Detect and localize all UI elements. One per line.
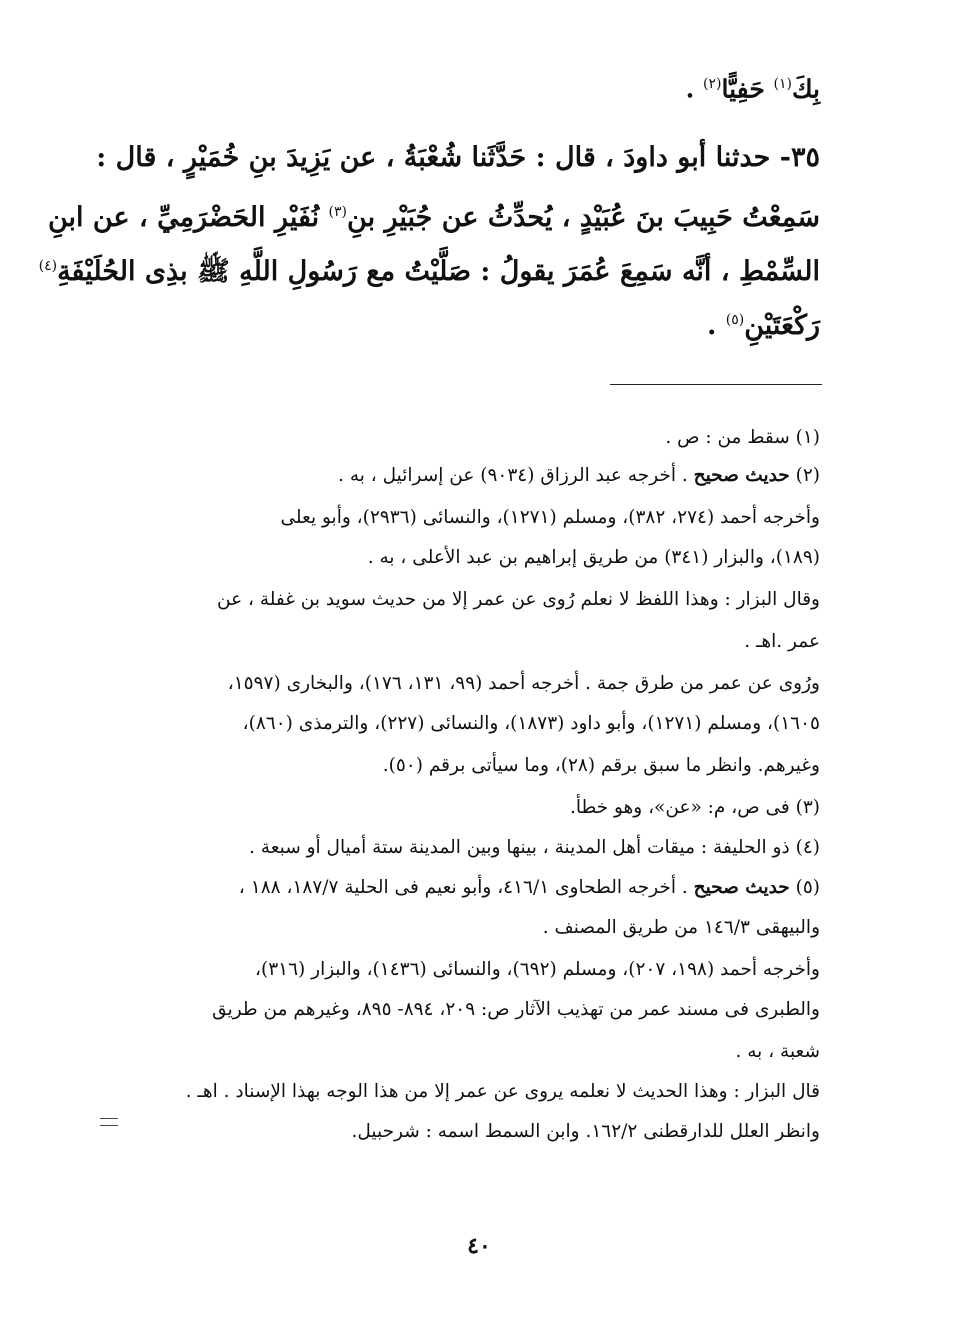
main-text-end: . xyxy=(685,74,704,104)
main-text-line-3 xyxy=(47,192,820,238)
main-text-segment: سَمِعْتُ حَبِيبَ بنَ عُبَيْدٍ ، يُحدِّثُ عن جُبَيْرِ بنِ xyxy=(347,202,820,233)
footnote-3 xyxy=(100,794,820,822)
footnote-2-line-6 xyxy=(100,670,820,698)
footnote-text: قال البزار : وهذا الحديث لا نعلمه يروى عن عمر إلا من هذا الوجه بهذا الإسناد . اهـ . xyxy=(185,1081,820,1102)
footnote-number: (٢) xyxy=(795,465,820,486)
footnote-text: (٤) ذو الحليفة : ميقات أهل المدينة ، بينها وبين المدينة ستة أميال أو سبعة . xyxy=(249,837,820,858)
main-text-line-5 xyxy=(100,300,820,346)
footnote-text: (٣) فى ص، م: «عن»، وهو خطأ. xyxy=(569,797,820,818)
footnote-marker: (٢) xyxy=(703,76,722,92)
continuation-mark xyxy=(100,1118,118,1126)
footnote-text: عمر .اهـ . xyxy=(744,631,820,652)
footnote-2-line-5 xyxy=(100,628,820,656)
footnote-text: وقال البزار : وهذا اللفظ لا نعلم رُوى عن عمر إلا من حديث سويد بن غفلة ، عن xyxy=(217,589,820,610)
footnote-text: . أخرجه الطحاوى ٤١٦/١، وأبو نعيم فى الحلية ١٨٧/٧، ١٨٨ ، xyxy=(238,877,688,898)
page-number: ٤٠ xyxy=(467,1233,491,1259)
footnote-5-line-6 xyxy=(100,1078,820,1106)
footnote-5-line-3 xyxy=(100,956,820,984)
footnote-5 xyxy=(100,874,820,902)
footnote-text: . أخرجه عبد الرزاق (٩٠٣٤) عن إسرائيل ، به . xyxy=(338,465,688,486)
footnote-text: ١٦٠٥)، ومسلم (١٢٧١)، وأبو داود (١٨٧٣)، والنسائى (٢٢٧)، والترمذى (٨٦٠)، xyxy=(242,713,820,734)
footnote-5-line-4 xyxy=(100,996,820,1024)
main-text-end: . xyxy=(706,310,726,341)
main-text-line-2 xyxy=(96,138,820,178)
footnote-5-line-7 xyxy=(100,1118,820,1146)
main-text-word: حَفِيًّا xyxy=(721,74,765,104)
footnote-marker: (٣) xyxy=(328,204,348,220)
footnote-text: والبيهقى ١٤٦/٣ من طريق المصنف . xyxy=(542,917,820,938)
footnote-2-line-2 xyxy=(100,504,820,532)
footnote-2 xyxy=(100,462,820,490)
footnote-1 xyxy=(100,424,820,452)
footnote-separator xyxy=(610,384,822,385)
footnote-text: والطبرى فى مسند عمر من تهذيب الآثار ص: ٢٠٩، ٨٩٤- ٨٩٥، وغيرهم من طريق xyxy=(212,999,820,1020)
footnote-text: وغيرهم. وانظر ما سبق برقم (٢٨)، وما سيأتى برقم (٥٠). xyxy=(382,755,820,776)
footnote-number: (٥) xyxy=(795,877,820,898)
hadith-number: ٣٥- xyxy=(779,142,820,173)
footnote-text: وأخرجه أحمد (٢٧٤، ٣٨٢)، ومسلم (١٢٧١)، والنسائى (٢٩٣٦)، وأبو يعلى xyxy=(280,507,820,528)
footnote-text: وأخرجه أحمد (١٩٨، ٢٠٧)، ومسلم (٦٩٢)، والنسائى (١٤٣٦)، والبزار (٣١٦)، xyxy=(255,959,820,980)
footnote-text: ورُوى عن عمر من طرق جمة . أخرجه أحمد (٩٩، ١٣١، ١٧٦)، والبخارى (١٥٩٧، xyxy=(227,673,820,694)
main-text-word: بِكَ xyxy=(791,74,820,104)
footnote-2-line-3 xyxy=(100,544,820,572)
footnote-2-line-7 xyxy=(100,710,820,738)
main-text-line-4 xyxy=(38,246,820,292)
footnote-grade: حديث صحيح xyxy=(693,465,790,486)
footnote-4 xyxy=(100,834,820,862)
main-text-segment: السِّمْطِ ، أنَّه سَمِعَ عُمَرَ يقولُ : صَلَّيْتُ مع رَسُولِ اللَّهِ ﷺ بذِى الحُلَيْفَةِ xyxy=(57,256,820,287)
footnote-marker: (٤) xyxy=(38,258,58,274)
footnote-text: (١) سقط من : ص . xyxy=(665,427,820,448)
footnote-marker: (١) xyxy=(773,76,792,92)
footnote-2-line-8 xyxy=(100,752,820,780)
footnote-marker: (٥) xyxy=(725,312,745,328)
footnote-text: وانظر العلل للدارقطنى ١٦٢/٢. وابن السمط اسمه : شرحبيل. xyxy=(351,1121,820,1142)
footnote-text: شعبة ، به . xyxy=(735,1041,820,1062)
footnote-5-line-2 xyxy=(100,914,820,942)
footnote-grade: حديث صحيح xyxy=(693,877,790,898)
footnote-5-line-5 xyxy=(100,1038,820,1066)
main-text-word: رَكْعَتَيْنِ xyxy=(744,310,820,341)
footnote-2-line-4 xyxy=(100,586,820,614)
footnote-text: (١٨٩)، والبزار (٣٤١) من طريق إبراهيم بن عبد الأعلى ، به . xyxy=(367,547,820,568)
main-text-line-1 xyxy=(100,64,820,109)
main-text-segment: حدثنا أبو داودَ ، قال : حَدَّثَنا شُعْبَةُ ، عن يَزِيدَ بنِ خُمَيْرٍ ، قال : xyxy=(96,142,780,173)
main-text-segment: نُفَيْرِ الحَضْرَمِيِّ ، عن ابنِ xyxy=(47,202,329,233)
